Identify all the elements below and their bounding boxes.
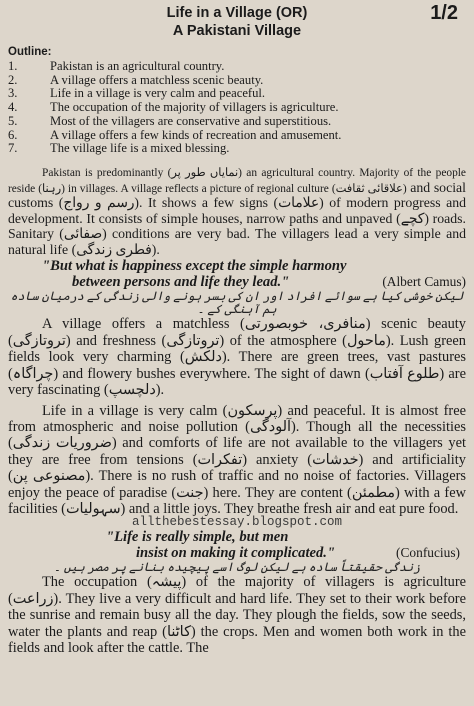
outline-num: 4. [8, 100, 18, 115]
paragraph-intro-large: and social customs (رسم و رواج). It shows a few signs (علامات) of modern progress and development. It consists of simple houses, narrow paths and unpaved (کچے) roads. Sanitary (صفائی) conditions are very bad. The villagers lead a very simple and natural life (فطری زندگی). [8, 179, 467, 257]
outline-item [8, 87, 474, 101]
outline-item [8, 60, 474, 74]
outline-text: Pakistan is an agricultural country. [50, 59, 225, 73]
paragraph-intro-small: Pakistan is predominantly (نمایاں طور پر) an agricultural country. Majority of the people reside (رہنا) in villages. A village reflects a picture of regional culture (علاقائی ثقافت) [8, 166, 466, 195]
quote-camus-line2 [8, 274, 466, 290]
quote-camus-author: (Albert Camus) [382, 274, 466, 290]
outline-num: 5. [8, 113, 18, 128]
quote-confucius-text: insist on making it complicated." [136, 545, 336, 562]
outline-text: The village life is a mixed blessing. [50, 141, 230, 156]
quote-camus-line1: "But what is happiness except the simple harmony [42, 258, 347, 275]
outline-text: A village offers a few kinds of recreation and amusement. [50, 127, 342, 142]
outline-heading: Outline: [8, 46, 52, 58]
outline-num: 7. [8, 141, 18, 156]
outline-text: Most of the villagers are conservative and superstitious. [50, 113, 332, 128]
paragraph-occupation: The occupation (پیشہ) of the majority of villagers is agriculture (زراعت). They live a very difficult and hard life. They set to their work before the sunrise and remain busy all the day. They plough the fields, sow the seeds, water the plants and reap (کاٹنا) the crops. Men and women both work in the fields and look after the cattle. The [8, 574, 466, 656]
essay-header [0, 0, 474, 40]
page-number: 1/2 [430, 2, 458, 24]
outline-list [8, 60, 474, 156]
watermark-url: allthebestessay.blogspot.com [131, 515, 343, 530]
paragraph-intro [8, 166, 466, 259]
outline-item [8, 74, 474, 88]
essay-title: Life in a Village (OR) [166, 5, 308, 21]
paragraph-scenic-beauty: A village offers a matchless (منافری، خوبصورتی) scenic beauty (تروتازگی) and freshness (تروتازگی) of the atmosphere (ماحول). Lush green fields look very charming (دلکش). There are green trees, vast pastures (چراگاہ) and flowery bushes everywhere. The sight of dawn (طلوع آفتاب) are very fascinating (دلچسپ). [8, 316, 466, 399]
outline-item [8, 142, 474, 156]
essay-subtitle: A Pakistani Village [172, 23, 302, 39]
quote-confucius-urdu: زندگی حقیقتاً سادہ ہے لیکن لوگ اسے پیچیدہ بنانے پر مصر ہیں ۔ [53, 560, 421, 575]
outline-num: 3. [8, 86, 18, 101]
quote-confucius-line2 [8, 545, 466, 561]
outline-item [8, 129, 474, 143]
outline-item [8, 101, 474, 115]
quote-confucius-author: (Confucius) [396, 545, 460, 561]
quote-confucius-line1: "Life is really simple, but men [106, 529, 289, 546]
outline-num: 6. [8, 127, 18, 142]
paragraph-calm-life: Life in a village is very calm (پرسکون) and peaceful. It is almost free from atmospheric and noise pollution (آلودگی). Though all the necessities (ضروریات زندگی) and comforts of life are not available to the villagers yet they are free from tensions (تفکرات) anxiety (خدشات) and artificiality (مصنوعی پن). There is no rush of traffic and no noise of factories. Villagers enjoy the peace of paradise (جنت) here. They are content (مطمئن) with a few facilities (سہولیات) and a little joys. They breathe fresh air and eat pure food. [8, 402, 466, 517]
quote-camus-urdu: لیکن خوشی کیا ہے سوائے افراد اور ان کی بسر ہونے والی زندگی کے درمیان سادہ ہم آہنگی کے ۔ [10, 289, 464, 317]
outline-text: Life in a village is very calm and peaceful. [50, 86, 266, 101]
outline-text: The occupation of the majority of villagers is agriculture. [50, 100, 339, 115]
outline-text: A village offers a matchless scenic beauty. [50, 72, 264, 87]
essay-body [0, 166, 474, 656]
quote-camus-text: between persons and life they lead." [72, 274, 290, 291]
outline-num: 1. [8, 59, 18, 73]
outline-item [8, 115, 474, 129]
outline-num: 2. [8, 72, 18, 87]
